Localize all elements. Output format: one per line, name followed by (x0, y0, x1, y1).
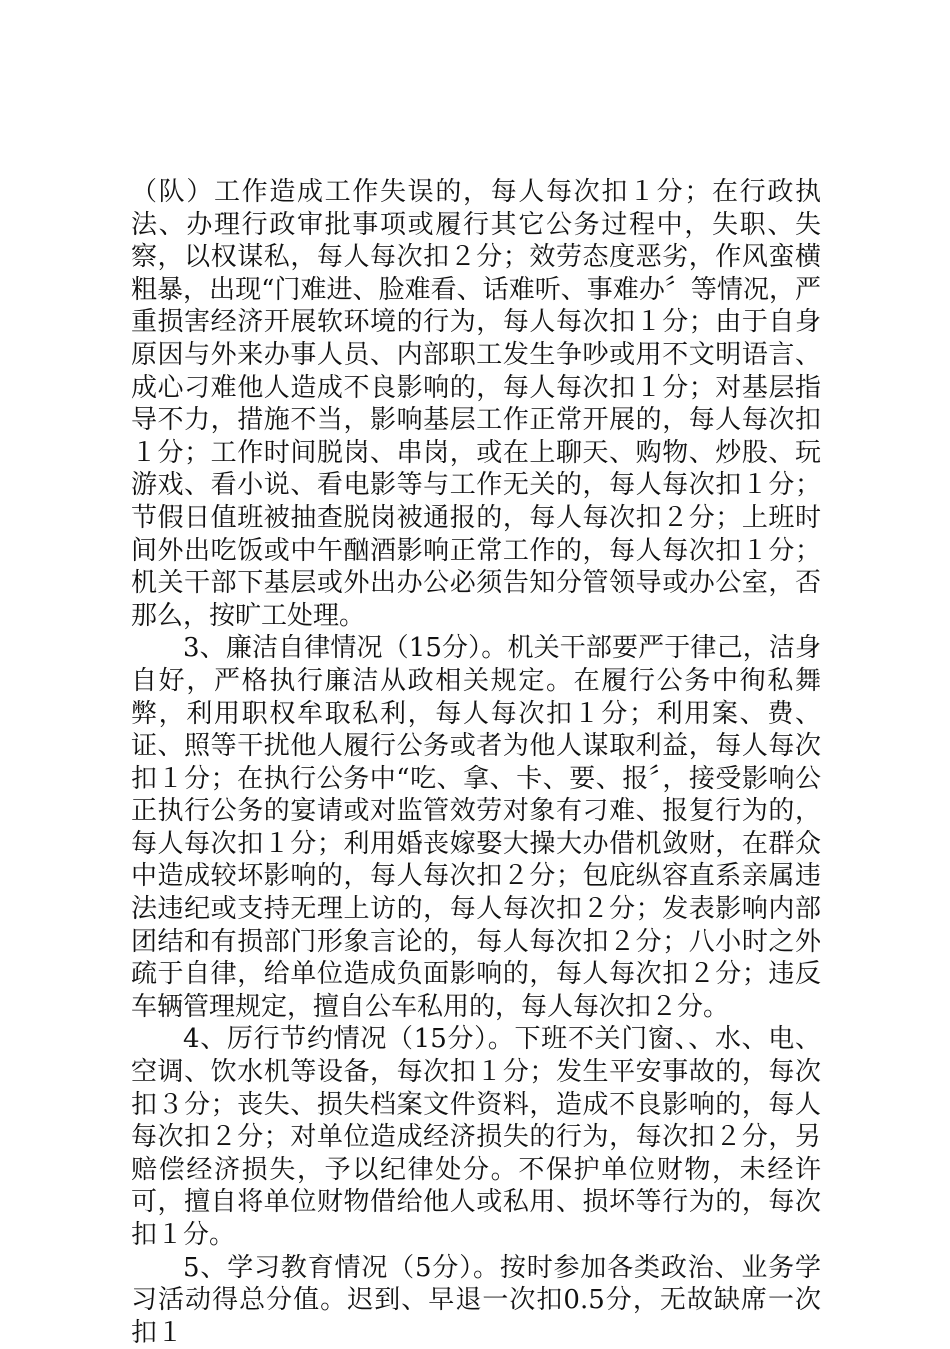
body-text (131, 176, 821, 1349)
paragraph-thrift: 4、厉行节约情况（15分）。下班不关门窗、、水、电、空调、饮水机等设备，每次扣１分；发生平安事故的，每次扣３分；丧失、损失档案文件资料，造成不良影响的，每人每次扣２分；对单位造成经济损失的行为，每次扣２分，另赔偿经济损失，予以纪律处分。不保护单位财物，未经许可，擅自将单位财物借给他人或私用、损坏等行为的，每次扣１分。 (131, 1024, 821, 1250)
paragraph-study: 5、学习教育情况（5分）。按时参加各类政治、业务学习活动得总分值。迟到、早退一次扣0.5分，无故缺席一次扣１ (131, 1252, 821, 1348)
paragraph-continuation: （队）工作造成工作失误的，每人每次扣１分；在行政执法、办理行政审批事项或履行其它公务过程中，失职、失察，以权谋私，每人每次扣２分；效劳态度恶劣，作风蛮横粗暴，出现“门难进、脸难看、话难听、事难办〞等情况，严重损害经济开展软环境的行为，每人每次扣１分；由于自身原因与外来办事人员、内部职工发生争吵或用不文明语言、成心刁难他人造成不良影响的，每人每次扣１分；对基层指导不力，措施不当，影响基层工作正常开展的，每人每次扣１分；工作时间脱岗、串岗，或在上聊天、购物、炒股、玩游戏、看小说、看电影等与工作无关的，每人每次扣１分；节假日值班被抽查脱岗被通报的，每人每次扣２分；上班时间外出吃饭或中午酗酒影响正常工作的，每人每次扣１分；机关干部下基层或外出办公必须告知分管领导或办公室，否那么，按旷工处理。 (131, 177, 821, 631)
paragraph-integrity: 3、廉洁自律情况（15分）。机关干部要严于律己，洁身自好，严格执行廉洁从政相关规定。在履行公务中徇私舞弊，利用职权牟取私利，每人每次扣１分；利用案、费、证、照等干扰他人履行公务或者为他人谋取利益，每人每次扣１分；在执行公务中“吃、拿、卡、要、报〞，接受影响公正执行公务的宴请或对监管效劳对象有刁难、报复行为的，每人每次扣１分；利用婚丧嫁娶大操大办借机敛财，在群众中造成较坏影响的，每人每次扣２分；包庇纵容直系亲属违法违纪或支持无理上访的，每人每次扣２分；发表影响内部团结和有损部门形象言论的，每人每次扣２分；八小时之外疏于自律，给单位造成负面影响的，每人每次扣２分；违反车辆管理规定，擅自公车私用的，每人每次扣２分。 (131, 633, 821, 1022)
